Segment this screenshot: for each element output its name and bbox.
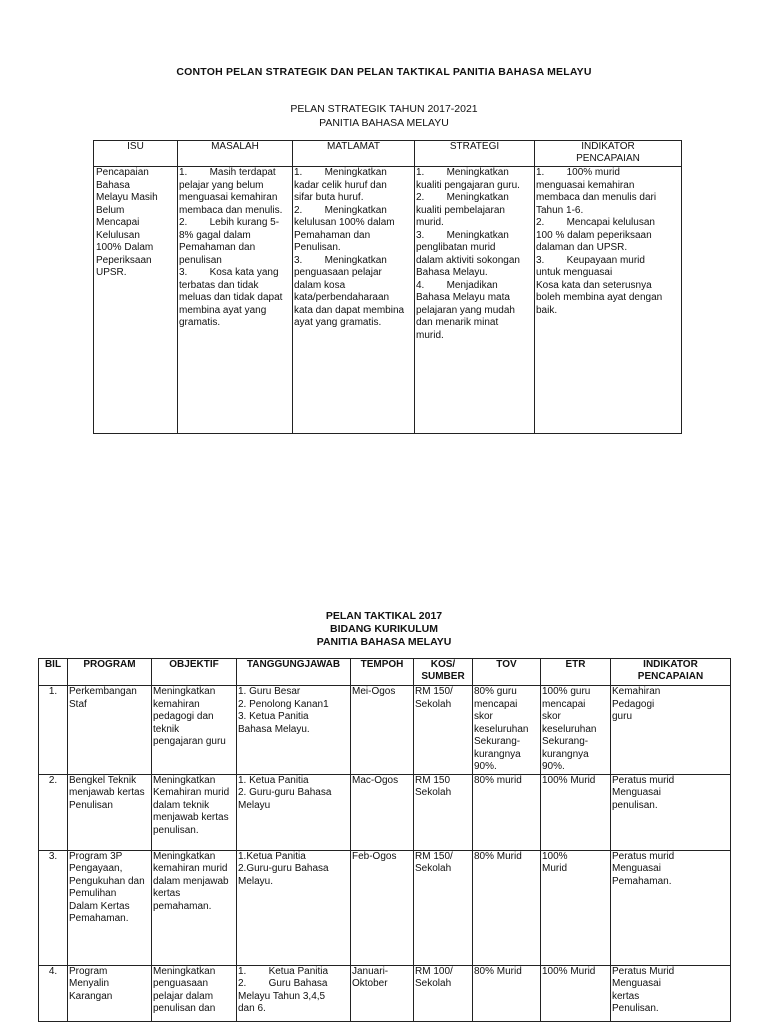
cell-bil: 3. xyxy=(39,850,68,965)
table-row xyxy=(39,850,731,965)
header-indikator-pencapaian: INDIKATOR PENCAPAIAN xyxy=(611,659,731,686)
table-row xyxy=(39,965,731,1021)
cell-etr: 100% Murid xyxy=(541,965,611,1021)
tactical-heading-line3: PANITIA BAHASA MELAYU xyxy=(316,636,452,648)
tactical-heading-line2: BIDANG KURIKULUM xyxy=(330,623,438,635)
cell-tanggungjawab: 1.Ketua Panitia 2.Guru-guru Bahasa Melayu. xyxy=(237,850,351,965)
strategic-plan-heading xyxy=(0,102,768,130)
header-etr: ETR xyxy=(541,659,611,686)
header-strategi: STRATEGI xyxy=(415,141,535,167)
cell-masalah: 1. Masih terdapat pelajar yang belum menguasai kemahiran membaca dan menulis. 2. Lebih kurang 5- 8% gagal dalam Pemahaman dan penulisan 3. Kosa kata yang terbatas dan tidak meluas dan tidak dapat membina ayat yang gramatis. xyxy=(178,167,293,434)
cell-etr: 100% Murid xyxy=(541,850,611,965)
cell-objektif: Meningkatkan Kemahiran murid dalam teknik menjawab kertas penulisan. xyxy=(152,774,237,850)
cell-kos: RM 150/ Sekolah xyxy=(414,850,473,965)
header-masalah: MASALAH xyxy=(178,141,293,167)
cell-strategi: 1. Meningkatkan kualiti pengajaran guru. 2. Meningkatkan kualiti pembelajaran murid. 3. Meningkatkan penglibatan murid dalam aktiviti sokongan Bahasa Melayu. 4. Menjadikan Bahasa Melayu mata pelajaran yang mudah dan menarik minat murid. xyxy=(415,167,535,434)
strategic-row xyxy=(94,167,682,434)
cell-tempoh: Mei-Ogos xyxy=(351,686,414,775)
cell-tov: 80% Murid xyxy=(473,850,541,965)
cell-objektif: Meningkatkan penguasaan pelajar dalam penulisan dan xyxy=(152,965,237,1021)
cell-indikator: Peratus murid Menguasai Pemahaman. xyxy=(611,850,731,965)
cell-tanggungjawab: 1. Ketua Panitia 2. Guru Bahasa Melayu Tahun 3,4,5 dan 6. xyxy=(237,965,351,1021)
tactical-heading-line1: PELAN TAKTIKAL 2017 xyxy=(325,610,443,622)
header-program: PROGRAM xyxy=(68,659,152,686)
strategic-header-row xyxy=(94,141,682,167)
header-indikator: INDIKATOR PENCAPAIAN xyxy=(535,141,682,167)
header-matlamat: MATLAMAT xyxy=(293,141,415,167)
cell-tempoh: Mac-Ogos xyxy=(351,774,414,850)
cell-kos: RM 100/ Sekolah xyxy=(414,965,473,1021)
header-bil: BIL xyxy=(39,659,68,686)
tactical-plan-heading xyxy=(0,610,768,649)
cell-tempoh: Januari- Oktober xyxy=(351,965,414,1021)
cell-indikator: 1. 100% murid menguasai kemahiran membaca dan menulis dari Tahun 1-6. 2. Mencapai kelulusan 100 % dalam peperiksaan dalaman dan UPSR. 3. Keupayaan murid untuk menguasai Kosa kata dan seterusnya boleh membina ayat dengan baik. xyxy=(535,167,682,434)
cell-etr: 100% Murid xyxy=(541,774,611,850)
cell-program: Perkembangan Staf xyxy=(68,686,152,775)
strategic-heading-line2: PANITIA BAHASA MELAYU xyxy=(319,117,449,129)
cell-program: Program Menyalin Karangan xyxy=(68,965,152,1021)
cell-etr: 100% guru mencapai skor keseluruhan Sekurang- kurangnya 90%. xyxy=(541,686,611,775)
cell-indikator: Peratus murid Menguasai penulisan. xyxy=(611,774,731,850)
cell-tempoh: Feb-Ogos xyxy=(351,850,414,965)
cell-objektif: Meningkatkan kemahiran pedagogi dan teknik pengajaran guru xyxy=(152,686,237,775)
cell-matlamat: 1. Meningkatkan kadar celik huruf dan sifar buta huruf. 2. Meningkatkan kelulusan 100% dalam Pemahaman dan Penulisan. 3. Meningkatkan penguasaan pelajar dalam kosa kata/perbendaharaan kata dan dapat membina ayat yang gramatis. xyxy=(293,167,415,434)
cell-objektif: Meningkatkan kemahiran murid dalam menjawab kertas pemahaman. xyxy=(152,850,237,965)
cell-tanggungjawab: 1. Ketua Panitia 2. Guru-guru Bahasa Melayu xyxy=(237,774,351,850)
cell-tov: 80% guru mencapai skor keseluruhan Sekurang- kurangnya 90%. xyxy=(473,686,541,775)
cell-tanggungjawab: 1. Guru Besar 2. Penolong Kanan1 3. Ketua Panitia Bahasa Melayu. xyxy=(237,686,351,775)
cell-bil: 2. xyxy=(39,774,68,850)
cell-program: Bengkel Teknik menjawab kertas Penulisan xyxy=(68,774,152,850)
header-objektif: OBJEKTIF xyxy=(152,659,237,686)
cell-indikator: Peratus Murid Menguasai kertas Penulisan. xyxy=(611,965,731,1021)
document-title: CONTOH PELAN STRATEGIK DAN PELAN TAKTIKAL PANITIA BAHASA MELAYU xyxy=(176,66,592,78)
tactical-plan-table xyxy=(38,658,731,1022)
cell-tov: 80% murid xyxy=(473,774,541,850)
cell-isu: Pencapaian Bahasa Melayu Masih Belum Mencapai Kelulusan 100% Dalam Peperiksaan UPSR. xyxy=(94,167,178,434)
cell-indikator: Kemahiran Pedagogi guru xyxy=(611,686,731,775)
header-isu: ISU xyxy=(94,141,178,167)
cell-kos: RM 150 Sekolah xyxy=(414,774,473,850)
cell-tov: 80% Murid xyxy=(473,965,541,1021)
header-tanggungjawab: TANGGUNGJAWAB xyxy=(237,659,351,686)
cell-bil: 1. xyxy=(39,686,68,775)
strategic-plan-table xyxy=(93,140,682,434)
cell-bil: 4. xyxy=(39,965,68,1021)
header-tov: TOV xyxy=(473,659,541,686)
cell-kos: RM 150/ Sekolah xyxy=(414,686,473,775)
table-row xyxy=(39,774,731,850)
header-kos-sumber: KOS/ SUMBER xyxy=(414,659,473,686)
strategic-heading-line1: PELAN STRATEGIK TAHUN 2017-2021 xyxy=(290,103,478,115)
header-tempoh: TEMPOH xyxy=(351,659,414,686)
table-row xyxy=(39,686,731,775)
tactical-header-row xyxy=(39,659,731,686)
cell-program: Program 3P Pengayaan, Pengukuhan dan Pemulihan Dalam Kertas Pemahaman. xyxy=(68,850,152,965)
